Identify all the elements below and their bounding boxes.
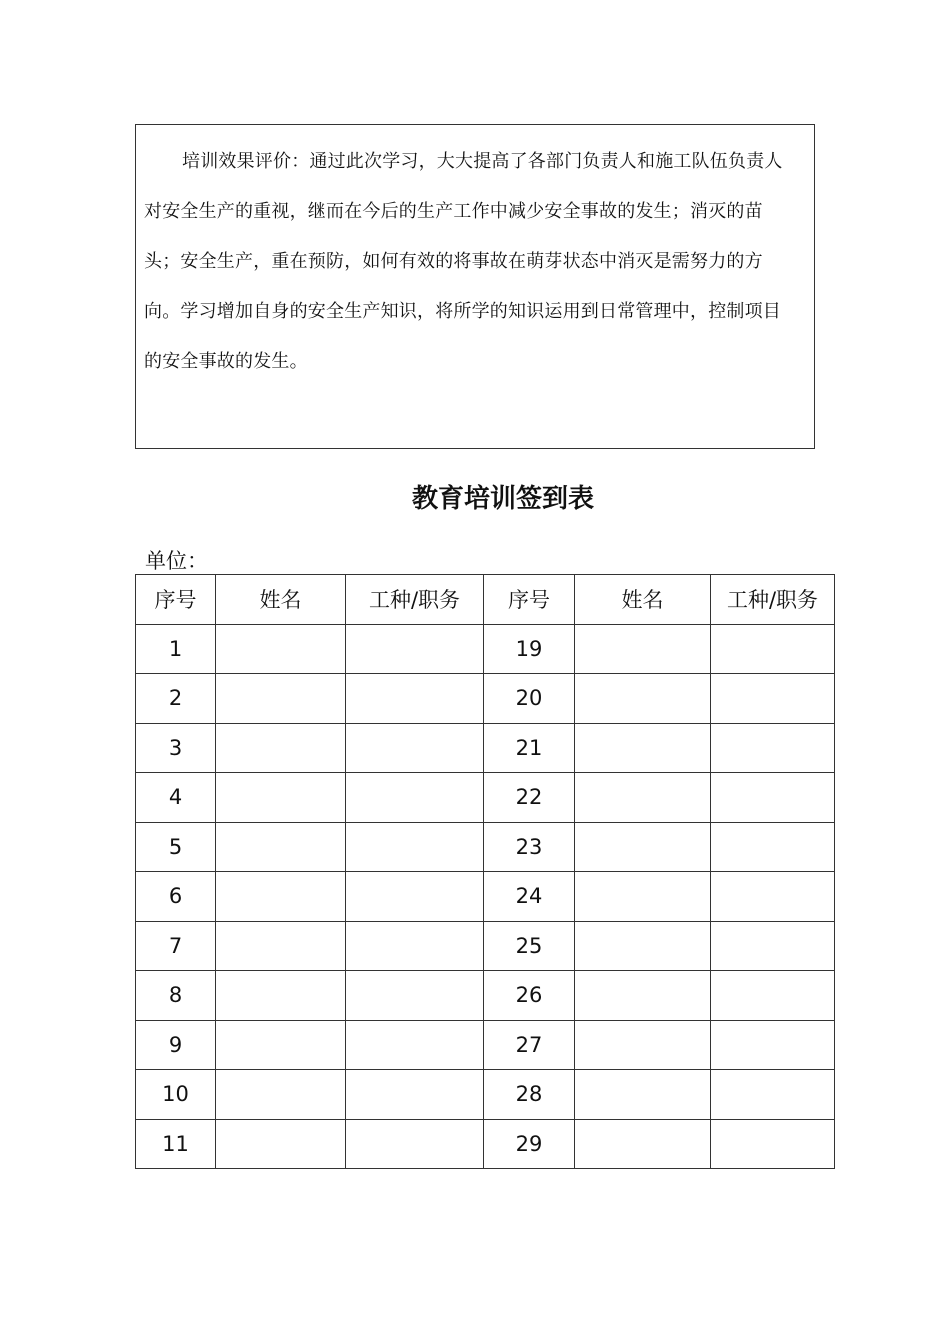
seq-right: 22 [484, 773, 575, 823]
role-left-cell[interactable] [346, 723, 484, 773]
table-row [136, 624, 835, 674]
name-right-cell[interactable] [575, 921, 711, 971]
name-left-cell[interactable] [216, 723, 346, 773]
role-right-cell[interactable] [711, 822, 835, 872]
header-seq-left: 序号 [136, 575, 216, 625]
seq-right: 24 [484, 872, 575, 922]
seq-right: 23 [484, 822, 575, 872]
role-left-cell[interactable] [346, 822, 484, 872]
header-name-right: 姓名 [575, 575, 711, 625]
name-right-cell[interactable] [575, 822, 711, 872]
name-left-cell[interactable] [216, 971, 346, 1021]
name-left-cell[interactable] [216, 624, 346, 674]
seq-left: 6 [136, 872, 216, 922]
name-left-cell[interactable] [216, 674, 346, 724]
name-right-cell[interactable] [575, 872, 711, 922]
seq-right: 27 [484, 1020, 575, 1070]
role-left-cell[interactable] [346, 1070, 484, 1120]
role-left-cell[interactable] [346, 971, 484, 1021]
role-right-cell[interactable] [711, 1020, 835, 1070]
role-left-cell[interactable] [346, 921, 484, 971]
role-right-cell[interactable] [711, 872, 835, 922]
seq-right: 26 [484, 971, 575, 1021]
table-row [136, 971, 835, 1021]
seq-left: 10 [136, 1070, 216, 1120]
role-right-cell[interactable] [711, 674, 835, 724]
role-right-cell[interactable] [711, 921, 835, 971]
name-right-cell[interactable] [575, 773, 711, 823]
evaluation-box [135, 124, 815, 449]
seq-left: 2 [136, 674, 216, 724]
role-right-cell[interactable] [711, 1119, 835, 1169]
unit-label: 单位： [145, 549, 208, 573]
role-left-cell[interactable] [346, 1020, 484, 1070]
role-right-cell[interactable] [711, 624, 835, 674]
seq-right: 25 [484, 921, 575, 971]
table-row [136, 872, 835, 922]
header-role-left: 工种/职务 [346, 575, 484, 625]
seq-left: 11 [136, 1119, 216, 1169]
signin-table [135, 574, 835, 1169]
seq-right: 20 [484, 674, 575, 724]
seq-left: 8 [136, 971, 216, 1021]
name-right-cell[interactable] [575, 723, 711, 773]
table-row [136, 723, 835, 773]
table-row [136, 1020, 835, 1070]
seq-right: 19 [484, 624, 575, 674]
role-left-cell[interactable] [346, 624, 484, 674]
name-right-cell[interactable] [575, 1070, 711, 1120]
header-role-right: 工种/职务 [711, 575, 835, 625]
table-row [136, 921, 835, 971]
role-left-cell[interactable] [346, 1119, 484, 1169]
name-left-cell[interactable] [216, 1119, 346, 1169]
name-right-cell[interactable] [575, 1020, 711, 1070]
role-left-cell[interactable] [346, 773, 484, 823]
table-row [136, 1119, 835, 1169]
evaluation-text: 培训效果评价：通过此次学习，大大提高了各部门负责人和施工队伍负责人对安全生产的重视，继而在今后的生产工作中减少安全事故的发生；消灭的苗头；安全生产，重在预防，如何有效的将事故在萌芽状态中消灭是需努力的方向。学习增加自身的安全生产知识，将所学的知识运用到日常管理中，控制项目的安全事故的发生。 [144, 151, 783, 372]
table-row [136, 674, 835, 724]
seq-left: 9 [136, 1020, 216, 1070]
table-body [136, 624, 835, 1169]
seq-left: 1 [136, 624, 216, 674]
name-right-cell[interactable] [575, 1119, 711, 1169]
role-left-cell[interactable] [346, 872, 484, 922]
table-row [136, 773, 835, 823]
table-row [136, 822, 835, 872]
name-left-cell[interactable] [216, 822, 346, 872]
role-left-cell[interactable] [346, 674, 484, 724]
table-row [136, 1070, 835, 1120]
seq-left: 3 [136, 723, 216, 773]
name-left-cell[interactable] [216, 1070, 346, 1120]
role-right-cell[interactable] [711, 971, 835, 1021]
name-left-cell[interactable] [216, 921, 346, 971]
seq-left: 7 [136, 921, 216, 971]
seq-left: 4 [136, 773, 216, 823]
name-right-cell[interactable] [575, 674, 711, 724]
name-left-cell[interactable] [216, 872, 346, 922]
header-name-left: 姓名 [216, 575, 346, 625]
role-right-cell[interactable] [711, 1070, 835, 1120]
name-right-cell[interactable] [575, 971, 711, 1021]
seq-left: 5 [136, 822, 216, 872]
name-right-cell[interactable] [575, 624, 711, 674]
role-right-cell[interactable] [711, 773, 835, 823]
name-left-cell[interactable] [216, 773, 346, 823]
seq-right: 28 [484, 1070, 575, 1120]
name-left-cell[interactable] [216, 1020, 346, 1070]
role-right-cell[interactable] [711, 723, 835, 773]
sheet-title: 教育培训签到表 [411, 484, 594, 514]
seq-right: 29 [484, 1119, 575, 1169]
table-header-row [136, 575, 835, 625]
seq-right: 21 [484, 723, 575, 773]
header-seq-right: 序号 [484, 575, 575, 625]
